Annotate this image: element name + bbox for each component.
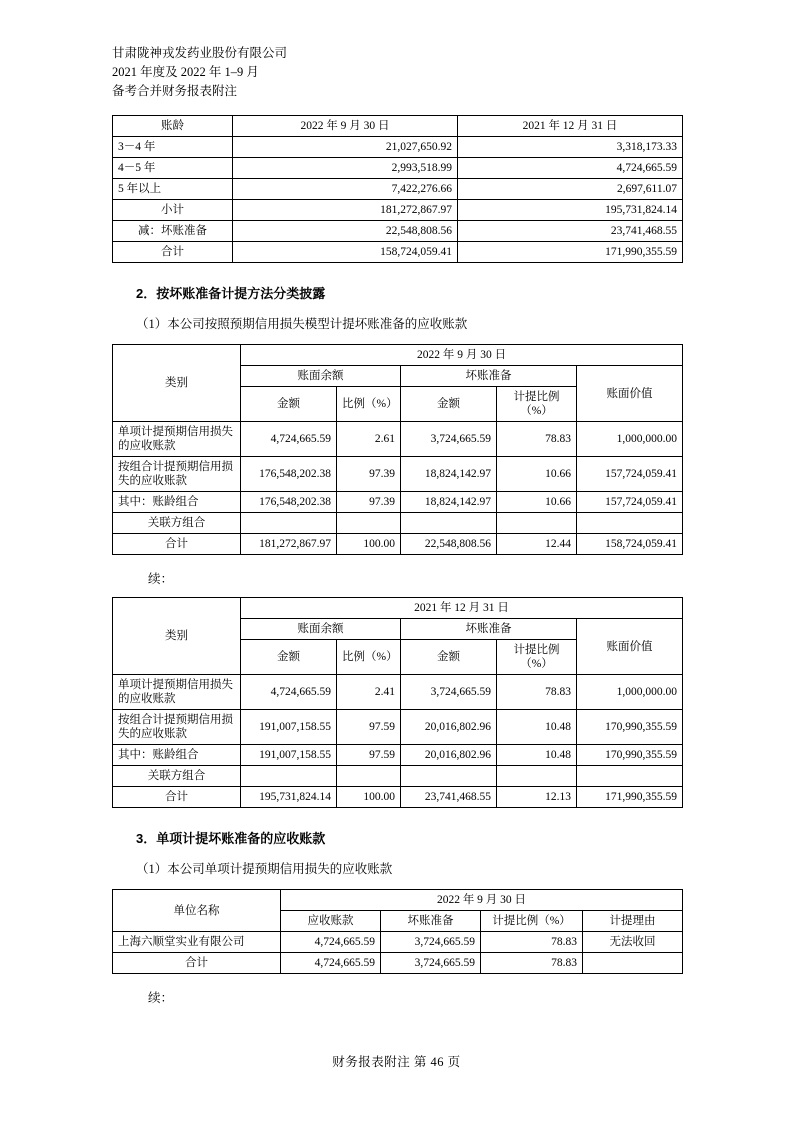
col-header-category: 类别 — [113, 598, 241, 675]
row-label: 3－4 年 — [113, 137, 233, 158]
cell-ratio: 97.59 — [337, 745, 401, 766]
cell-ratio: 100.00 — [337, 787, 401, 808]
col-header-reason: 计提理由 — [583, 911, 683, 932]
col-header-2021: 2021 年 12 月 31 日 — [458, 116, 683, 137]
single-provision-table — [112, 889, 683, 974]
cell-provision-ratio: 78.83 — [481, 953, 583, 974]
cell-provision-ratio — [497, 513, 577, 534]
cell-book-value: 170,990,355.59 — [577, 745, 683, 766]
cell-amount: 176,548,202.38 — [241, 457, 337, 492]
row-label: 关联方组合 — [113, 513, 241, 534]
col-header-bad-debt: 坏账准备 — [401, 619, 577, 640]
table-row-provision — [113, 221, 683, 242]
cell-bad-debt: 3,724,665.59 — [381, 953, 481, 974]
table-row — [113, 457, 683, 492]
table-row — [113, 513, 683, 534]
row-label: 合计 — [113, 534, 241, 555]
cell-provision-ratio: 78.83 — [481, 932, 583, 953]
continued-label-2: 续： — [148, 991, 174, 1005]
table-row — [113, 675, 683, 710]
cell-ratio: 97.39 — [337, 492, 401, 513]
col-header-book-balance: 账面余额 — [241, 366, 401, 387]
cell-bad-debt: 3,724,665.59 — [401, 675, 497, 710]
table-row-total — [113, 534, 683, 555]
cell-ratio: 97.39 — [337, 457, 401, 492]
col-header-period: 2021 年 12 月 31 日 — [241, 598, 683, 619]
row-value-2021: 195,731,824.14 — [458, 200, 683, 221]
row-label: 减：坏账准备 — [113, 221, 233, 242]
col-header-period: 2022 年 9 月 30 日 — [241, 345, 683, 366]
cell-amount: 195,731,824.14 — [241, 787, 337, 808]
classification-table-2022 — [112, 344, 683, 555]
cell-amount: 176,548,202.38 — [241, 492, 337, 513]
col-header-bad-debt: 坏账准备 — [401, 366, 577, 387]
cell-bad-debt — [401, 766, 497, 787]
row-label: 上海六顺堂实业有限公司 — [113, 932, 281, 953]
cell-provision-ratio: 12.13 — [497, 787, 577, 808]
cell-provision-ratio: 10.48 — [497, 745, 577, 766]
cell-amount — [241, 766, 337, 787]
col-header-provision-ratio: 计提比例（%） — [497, 640, 577, 675]
document-header — [112, 44, 682, 101]
aging-table — [112, 115, 683, 263]
cell-provision-ratio: 10.66 — [497, 492, 577, 513]
cell-provision-ratio: 78.83 — [497, 675, 577, 710]
col-header-category: 类别 — [113, 345, 241, 422]
page-content — [112, 44, 682, 1016]
table-row — [113, 137, 683, 158]
header-company-name: 甘肃陇神戎发药业股份有限公司 — [112, 46, 288, 60]
row-label: 按组合计提预期信用损失的应收账款 — [113, 710, 241, 745]
col-header-bad-amount: 金额 — [401, 387, 497, 422]
row-label: 按组合计提预期信用损失的应收账款 — [113, 457, 241, 492]
cell-bad-debt: 20,016,802.96 — [401, 745, 497, 766]
col-header-2022: 2022 年 9 月 30 日 — [233, 116, 458, 137]
cell-reason — [583, 953, 683, 974]
header-period: 2021 年度及 2022 年 1–9 月 — [112, 65, 259, 79]
row-value-2021: 171,990,355.59 — [458, 242, 683, 263]
cell-bad-debt: 18,824,142.97 — [401, 492, 497, 513]
row-label: 关联方组合 — [113, 766, 241, 787]
table-header-row — [113, 116, 683, 137]
row-value-2021: 4,724,665.59 — [458, 158, 683, 179]
cell-book-value: 170,990,355.59 — [577, 710, 683, 745]
row-value-2022: 22,548,808.56 — [233, 221, 458, 242]
col-header-book-value: 账面价值 — [577, 619, 683, 675]
row-value-2022: 7,422,276.66 — [233, 179, 458, 200]
table-row — [113, 710, 683, 745]
cell-bad-debt: 18,824,142.97 — [401, 457, 497, 492]
cell-ratio — [337, 766, 401, 787]
col-header-ratio: 比例（%） — [337, 640, 401, 675]
table-row-subtotal — [113, 200, 683, 221]
table-row-total — [113, 787, 683, 808]
cell-bad-debt: 22,548,808.56 — [401, 534, 497, 555]
aging-table-wrapper — [112, 115, 682, 263]
cell-book-value: 1,000,000.00 — [577, 675, 683, 710]
row-label: 合计 — [113, 242, 233, 263]
single-provision-table-wrapper — [112, 889, 682, 974]
cell-bad-debt: 3,724,665.59 — [401, 422, 497, 457]
cell-receivable: 4,724,665.59 — [281, 953, 381, 974]
cell-provision-ratio — [497, 766, 577, 787]
section-3-subtitle: （1）本公司单项计提预期信用损失的应收账款 — [136, 862, 393, 876]
table-row — [113, 745, 683, 766]
cell-book-value: 1,000,000.00 — [577, 422, 683, 457]
table-row-total — [113, 953, 683, 974]
cell-amount: 181,272,867.97 — [241, 534, 337, 555]
table-row — [113, 766, 683, 787]
table-row — [113, 422, 683, 457]
cell-amount: 191,007,158.55 — [241, 710, 337, 745]
cell-ratio: 100.00 — [337, 534, 401, 555]
row-label: 小计 — [113, 200, 233, 221]
row-label: 其中：账龄组合 — [113, 492, 241, 513]
row-value-2021: 3,318,173.33 — [458, 137, 683, 158]
col-header-ratio: 比例（%） — [337, 387, 401, 422]
cell-bad-debt — [401, 513, 497, 534]
cell-ratio: 2.41 — [337, 675, 401, 710]
cell-book-value: 157,724,059.41 — [577, 492, 683, 513]
continued-label-1: 续： — [148, 572, 174, 586]
row-value-2021: 23,741,468.55 — [458, 221, 683, 242]
row-label: 其中：账龄组合 — [113, 745, 241, 766]
cell-ratio: 2.61 — [337, 422, 401, 457]
cell-book-value: 171,990,355.59 — [577, 787, 683, 808]
cell-book-value — [577, 513, 683, 534]
col-header-provision-ratio: 计提比例（%） — [481, 911, 583, 932]
cell-provision-ratio: 12.44 — [497, 534, 577, 555]
table-header-row-period — [113, 890, 683, 911]
cell-ratio: 97.59 — [337, 710, 401, 745]
section-2-subtitle: （1）本公司按照预期信用损失模型计提坏账准备的应收账款 — [136, 317, 468, 331]
cell-bad-debt: 23,741,468.55 — [401, 787, 497, 808]
cell-bad-debt: 3,724,665.59 — [381, 932, 481, 953]
cell-book-value: 158,724,059.41 — [577, 534, 683, 555]
row-label: 单项计提预期信用损失的应收账款 — [113, 422, 241, 457]
row-label: 单项计提预期信用损失的应收账款 — [113, 675, 241, 710]
col-header-book-balance: 账面余额 — [241, 619, 401, 640]
col-header-amount: 金额 — [241, 640, 337, 675]
cell-provision-ratio: 10.48 — [497, 710, 577, 745]
col-header-bad-debt: 坏账准备 — [381, 911, 481, 932]
cell-reason: 无法收回 — [583, 932, 683, 953]
row-value-2022: 2,993,518.99 — [233, 158, 458, 179]
cell-amount: 4,724,665.59 — [241, 422, 337, 457]
classification-table-2021-wrapper — [112, 597, 682, 808]
table-row — [113, 158, 683, 179]
row-label: 合计 — [113, 953, 281, 974]
header-report-title: 备考合并财务报表附注 — [112, 84, 238, 98]
table-header-row-period — [113, 598, 683, 619]
table-row — [113, 179, 683, 200]
col-header-amount: 金额 — [241, 387, 337, 422]
section-3-title: 3．单项计提坏账准备的应收账款 — [136, 831, 326, 846]
table-row — [113, 932, 683, 953]
col-header-period: 2022 年 9 月 30 日 — [281, 890, 683, 911]
cell-provision-ratio: 78.83 — [497, 422, 577, 457]
cell-ratio — [337, 513, 401, 534]
row-label: 4－5 年 — [113, 158, 233, 179]
row-value-2022: 181,272,867.97 — [233, 200, 458, 221]
col-header-bad-amount: 金额 — [401, 640, 497, 675]
col-header-unit: 单位名称 — [113, 890, 281, 932]
col-header-provision-ratio: 计提比例（%） — [497, 387, 577, 422]
table-header-row-period — [113, 345, 683, 366]
table-row-total — [113, 242, 683, 263]
classification-table-2021 — [112, 597, 683, 808]
row-value-2022: 158,724,059.41 — [233, 242, 458, 263]
row-value-2022: 21,027,650.92 — [233, 137, 458, 158]
cell-receivable: 4,724,665.59 — [281, 932, 381, 953]
col-header-book-value: 账面价值 — [577, 366, 683, 422]
cell-book-value — [577, 766, 683, 787]
row-label: 合计 — [113, 787, 241, 808]
classification-table-2022-wrapper — [112, 344, 682, 555]
page-footer: 财务报表附注 第 46 页 — [332, 1055, 461, 1069]
table-row — [113, 492, 683, 513]
cell-book-value: 157,724,059.41 — [577, 457, 683, 492]
row-value-2021: 2,697,611.07 — [458, 179, 683, 200]
cell-amount: 191,007,158.55 — [241, 745, 337, 766]
cell-provision-ratio: 10.66 — [497, 457, 577, 492]
cell-amount — [241, 513, 337, 534]
section-2-title: 2．按坏账准备计提方法分类披露 — [136, 286, 326, 301]
col-header-receivable: 应收账款 — [281, 911, 381, 932]
cell-amount: 4,724,665.59 — [241, 675, 337, 710]
cell-bad-debt: 20,016,802.96 — [401, 710, 497, 745]
row-label: 5 年以上 — [113, 179, 233, 200]
col-header-aging: 账龄 — [113, 116, 233, 137]
